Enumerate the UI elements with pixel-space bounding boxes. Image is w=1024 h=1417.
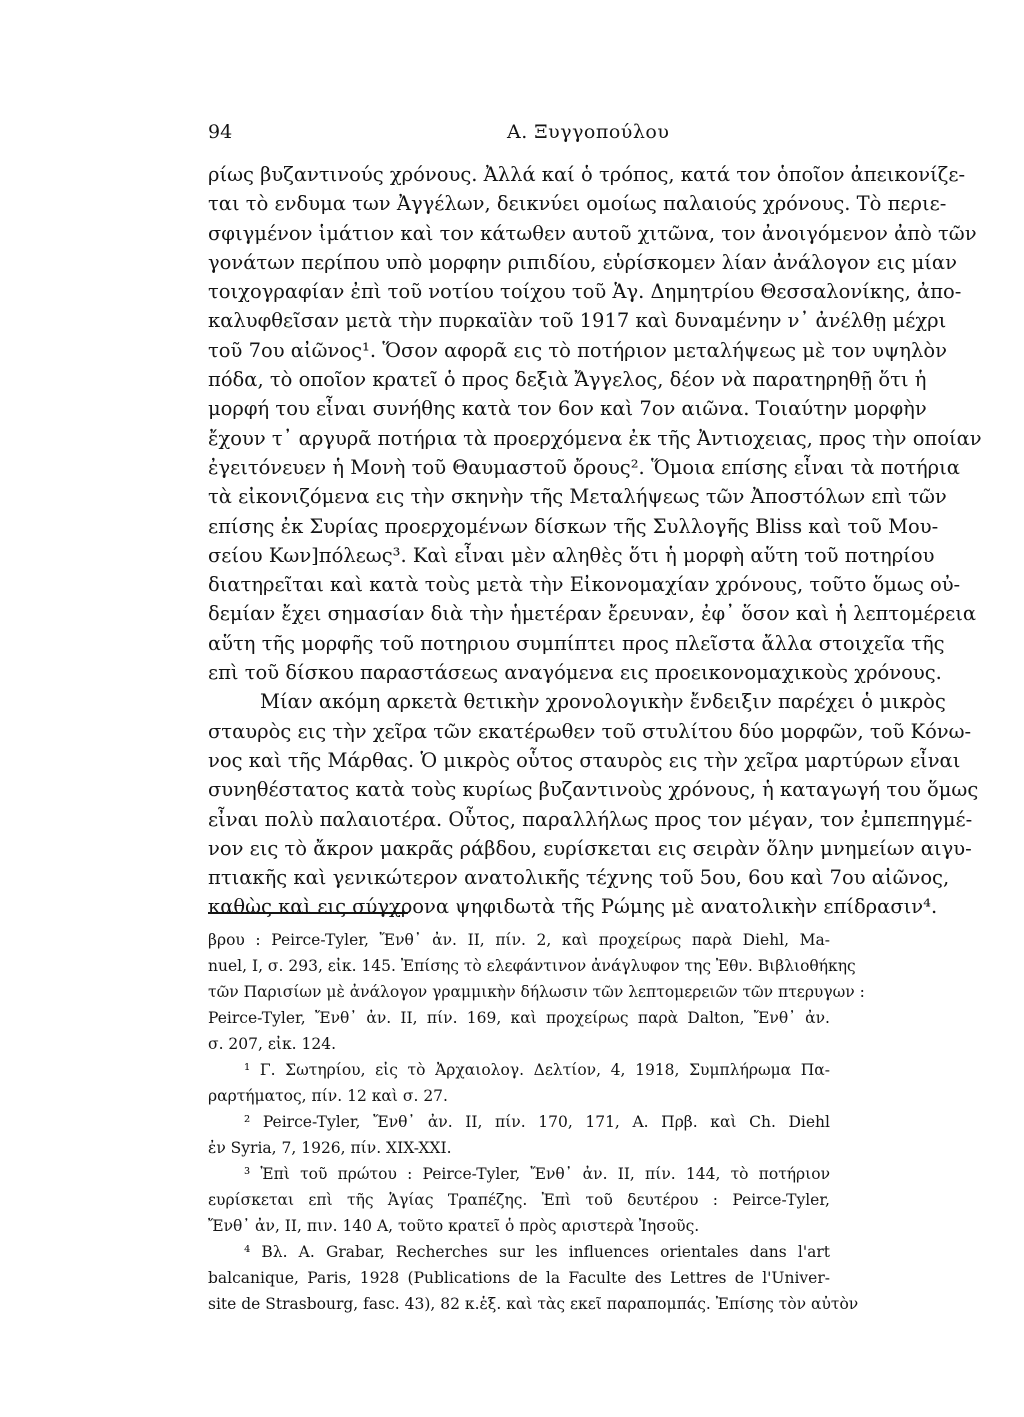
body-line: μορφή του εἶναι συνήθης κατὰ τον 6ον καὶ 7ον αιῶνα. Τοιαύτην μορφὴν [208,397,927,421]
body-line: πόδα, τὸ οποῖον κρατεῖ ὁ προς δεξιὰ Ἄγγελος, δέον νὰ παρατηρηθῇ ὅτι ἡ [208,368,927,392]
body-line: συνηθέστατος κατὰ τοὺς κυρίως βυζαντινοὺς χρόνους, ἡ καταγωγή του ὅμως [208,778,979,802]
body-line: νος καὶ τῆς Μάρθας. Ὁ μικρὸς οὗτος σταυρὸς εις τὴν χεῖρα μαρτύρων εἶναι [208,748,961,772]
body-line: δεμίαν ἔχει σημασίαν διὰ τὴν ἡμετέραν ἔρευναν, ἐφ᾽ ὅσον καὶ ἡ λεπτομέρεια [208,602,977,626]
footnote-line: nuel, I, σ. 293, εἰκ. 145. Ἐπίσης τὸ ελεφάντινον ἀνάγλυφον της Ἐθν. Βιβλιοθήκης [208,957,856,975]
body-line: καθὼς καὶ εις σύγχρονα ψηφιδωτὰ τῆς Ρώμης μὲ ανατολικὴν επίδρασιν⁴. [208,895,938,919]
footnote-line: βρου : Peirce-Tyler, Ἔνθ᾽ ἀν. II, πίν. 2, καὶ προχείρως παρὰ Diehl, Ma- [208,931,830,949]
footnote-line: Peirce-Tyler, Ἔνθ᾽ ἀν. II, πίν. 169, καὶ προχείρως παρὰ Dalton, Ἔνθ᾽ ἀν. [208,1009,830,1027]
footnotes [208,927,865,1317]
footnote-line: site de Strasbourg, fasc. 43), 82 κ.ἑξ. καὶ τὰς εκεῖ παραπομπάς. Ἐπίσης τὸν αὐτὸν [208,1295,859,1313]
running-head: A. Ξυγγοπούλου [507,121,670,143]
footnote-line: σ. 207, εἰκ. 124. [208,1035,337,1053]
footnote-line: Ἔνθ᾽ ἀν, II, πιν. 140 A, τοῦτο κρατεῖ ὁ πρὸς αριστερὰ Ἰησοῦς. [208,1217,700,1235]
body-line: εἶναι πολὺ παλαιοτέρα. Οὗτος, παραλλήλως προς τον μέγαν, τον ἐμπεπηγμέ- [208,807,973,831]
body-line: σταυρὸς εις τὴν χεῖρα τῶν εκατέρωθεν τοῦ στυλίτου δύο μορφῶν, τοῦ Κόνω- [208,719,972,743]
body-line: διατηρεῖται καὶ κατὰ τοὺς μετὰ τὴν Εἰκονομαχίαν χρόνους, τοῦτο ὅμως οὐ- [208,573,961,597]
body-line: τὰ εἰκονιζόμενα εις τὴν σκηνὴν τῆς Μεταλήψεως τῶν Ἀποστόλων επὶ τῶν [208,485,947,509]
body-line: καλυφθεῖσαν μετὰ τὴν πυρκαϊὰν τοῦ 1917 καὶ δυναμένην ν᾽ ἀνέλθῃ μέχρι [208,309,947,333]
body-line: νον εις τὸ ἄκρον μακρᾶς ράβδου, ευρίσκεται εις σειρὰν ὅλην μνημείων αιγυ- [208,836,972,860]
footnote-line: ἐν Syria, 7, 1926, πίν. XIX-XXI. [208,1139,452,1157]
body-line: ἔχουν τ᾽ αργυρᾶ ποτήρια τὰ προερχόμενα ἐκ τῆς Ἀντιοχειας, προς τὴν οποίαν [208,426,982,450]
body-line: αὕτη τῆς μορφῆς τοῦ ποτηριου συμπίπτει προς πλεῖστα ἄλλα στοιχεῖα τῆς [208,631,945,655]
footnote-line: balcanique, Paris, 1928 (Publications de la Faculte des Lettres de l'Univer- [208,1269,830,1287]
footnote-line: τῶν Παρισίων μὲ ἀνάλογον γραμμικὴν δήλωσιν τῶν λεπτομερειῶν τῶν πτερυγων : [208,983,865,1001]
body-line: πτιακῆς καὶ γενικώτερον ανατολικῆς τέχνης τοῦ 5ου, 6ου καὶ 7ου αἰῶνος, [208,866,950,890]
body-line: σείου Κων]πόλεως³. Καὶ εἶναι μὲν αληθὲς ὅτι ἡ μορφὴ αὕτη τοῦ ποτηρίου [208,543,935,567]
body-line: επὶ τοῦ δίσκου παραστάσεως αναγόμενα εις προεικονομαχικοὺς χρόνους. [208,661,942,685]
footnote-line: ευρίσκεται επὶ τῆς Ἁγίας Τραπέζης. Ἐπὶ τοῦ δευτέρου : Peirce-Tyler, [208,1191,830,1209]
body-line: γονάτων περίπου υπὸ μορφην ριπιδίου, εὑρίσκομεν λίαν ἀνάλογον εις μίαν [208,250,957,274]
body-line: σφιγμένον ἱμάτιον καὶ τον κάτωθεν αυτοῦ χιτῶνα, τον ἀνοιγόμενον ἀπὸ τῶν [208,221,977,245]
footnote-line: ² Peirce-Tyler, Ἔνθ᾽ ἀν. II, πίν. 170, 171, A. Πρβ. καὶ Ch. Diehl [244,1113,830,1131]
footnote-line: ³ Ἐπὶ τοῦ πρώτου : Peirce-Tyler, Ἔνθ᾽ ἀν. II, πίν. 144, τὸ ποτήριον [244,1165,830,1183]
body-line: τοιχογραφίαν ἐπὶ τοῦ νοτίου τοίχου τοῦ Ἁγ. Δημητρίου Θεσσαλονίκης, ἀπο- [208,280,962,304]
page-number: 94 [208,121,233,143]
body-line: ρίως βυζαντινούς χρόνους. Ἀλλά καί ὁ τρόπος, κατά τον ὁποῖον ἀπεικονίζε- [208,163,966,186]
footnote-separator [208,912,408,914]
page-header [208,118,828,146]
body-line: ἐγειτόνευεν ἡ Μονὴ τοῦ Θαυμαστοῦ ὄρους². Ὅμοια επίσης εἶναι τὰ ποτήρια [208,455,960,479]
footnote-line: ραρτήματος, πίν. 12 καὶ σ. 27. [208,1087,448,1105]
footnote-line: ⁴ Βλ. A. Grabar, Recherches sur les influences orientales dans l'art [244,1243,830,1261]
footnote-line: ¹ Γ. Σωτηρίου, εἰς τὸ Ἀρχαιολογ. Δελτίον, 4, 1918, Συμπλήρωμα Πα- [244,1061,830,1079]
body-line: ται τὸ ενδυμα των Ἀγγέλων, δεικνύει ομοίως παλαιούς χρόνους. Τὸ περιε- [208,192,947,216]
body-line: επίσης ἐκ Συρίας προερχομένων δίσκων τῆς Συλλογῆς Bliss καὶ τοῦ Μου- [208,514,939,538]
body-text [208,160,982,922]
body-line: Μίαν ακόμη αρκετὰ θετικὴν χρονολογικὴν ἔνδειξιν παρέχει ὁ μικρὸς [260,690,946,714]
body-line: τοῦ 7ου αἰῶνος¹. Ὅσον αφορᾶ εις τὸ ποτήριον μεταλήψεως μὲ τον υψηλὸν [208,338,947,362]
